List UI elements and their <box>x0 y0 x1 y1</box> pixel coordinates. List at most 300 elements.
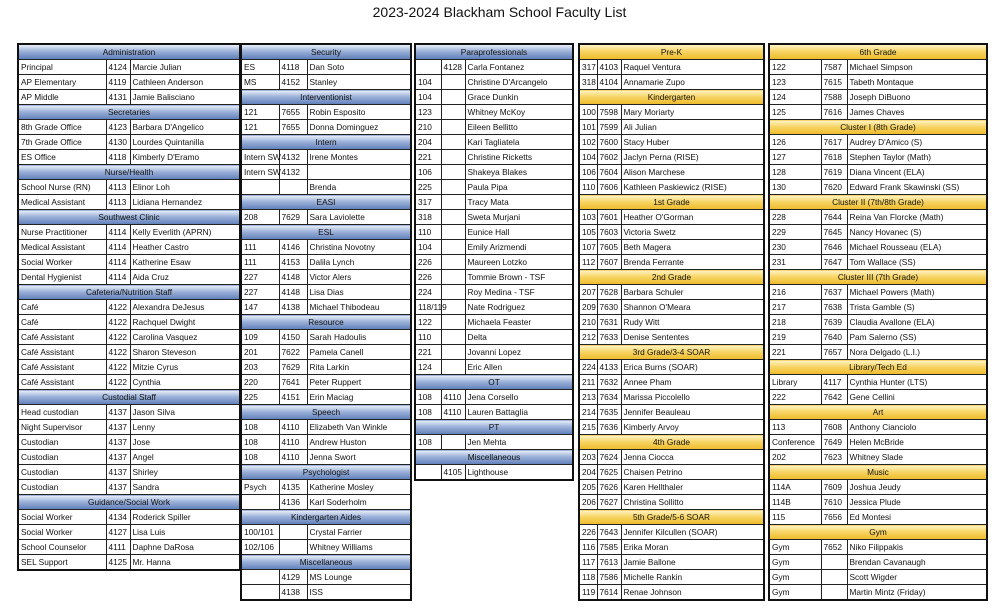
staff-row <box>579 420 764 435</box>
extension-cell: 4122 <box>106 375 130 390</box>
staff-name-cell: Lourdes Quintanilla <box>130 135 240 150</box>
staff-row <box>18 525 240 540</box>
room-or-role-cell: Custodian <box>18 435 106 450</box>
extension-cell: 4110 <box>279 420 307 435</box>
room-or-role-cell: Gym <box>769 570 821 585</box>
extension-cell: 7588 <box>821 90 847 105</box>
staff-row <box>769 375 987 390</box>
staff-row <box>579 555 764 570</box>
room-or-role-cell: 215 <box>579 420 597 435</box>
room-or-role-cell: Psych <box>241 480 279 495</box>
extension-cell: 7608 <box>821 420 847 435</box>
column-middle-grades <box>768 43 986 601</box>
extension-cell: 4132 <box>279 165 307 180</box>
staff-row <box>18 150 240 165</box>
staff-name-cell: Sharon Steveson <box>130 345 240 360</box>
section-header: Library/Tech Ed <box>769 360 987 375</box>
staff-name-cell: Shirley <box>130 465 240 480</box>
staff-name-cell: Jaclyn Perna (RISE) <box>621 150 764 165</box>
extension-cell <box>441 225 465 240</box>
section-header: Southwest Clinic <box>18 210 240 225</box>
room-or-role-cell: Café Assistant <box>18 330 106 345</box>
room-or-role-cell: 110 <box>415 225 441 240</box>
room-or-role-cell: 228 <box>769 210 821 225</box>
extension-cell: 4129 <box>279 570 307 585</box>
extension-cell: 4146 <box>279 240 307 255</box>
room-or-role-cell: 210 <box>579 315 597 330</box>
staff-name-cell: Jamie Ballone <box>621 555 764 570</box>
room-or-role-cell: ES Office <box>18 150 106 165</box>
section-header: 4th Grade <box>579 435 764 450</box>
extension-cell: 7629 <box>279 360 307 375</box>
staff-name-cell: Daphne DaRosa <box>130 540 240 555</box>
extension-cell: 7603 <box>597 225 621 240</box>
staff-name-cell: Emily Arizmendi <box>465 240 573 255</box>
staff-row <box>18 405 240 420</box>
room-or-role-cell: 124 <box>769 90 821 105</box>
section-header-row <box>18 105 240 120</box>
extension-cell <box>441 315 465 330</box>
room-or-role-cell: Intern SW <box>241 165 279 180</box>
staff-name-cell: Michael Simpson <box>847 60 987 75</box>
extension-cell: 7630 <box>597 300 621 315</box>
extension-cell: 4118 <box>279 60 307 75</box>
staff-name-cell: Kari Tagliatela <box>465 135 573 150</box>
staff-name-cell: Mr. Hanna <box>130 555 240 571</box>
staff-name-cell: Elinor Loh <box>130 180 240 195</box>
section-header-row <box>415 450 573 465</box>
staff-row <box>579 240 764 255</box>
staff-name-cell: Jena Corsello <box>465 390 573 405</box>
extension-cell: 7604 <box>597 165 621 180</box>
room-or-role-cell: 110 <box>415 330 441 345</box>
extension-cell: 4114 <box>106 240 130 255</box>
extension-cell: 7641 <box>279 375 307 390</box>
column-administration <box>17 43 239 571</box>
extension-cell: 4137 <box>106 435 130 450</box>
extension-cell: 4122 <box>106 330 130 345</box>
staff-name-cell: Victoria Swetz <box>621 225 764 240</box>
room-or-role-cell: 214 <box>579 405 597 420</box>
room-or-role-cell: Café <box>18 315 106 330</box>
room-or-role-cell: 104 <box>415 75 441 90</box>
staff-name-cell: Cynthia <box>130 375 240 390</box>
section-header-row <box>241 315 411 330</box>
staff-row <box>579 585 764 601</box>
room-or-role-cell <box>241 570 279 585</box>
extension-cell: 4138 <box>279 300 307 315</box>
staff-row <box>769 450 987 465</box>
staff-row <box>241 270 411 285</box>
staff-name-cell: Roy Medina - TSF <box>465 285 573 300</box>
staff-name-cell: Tracy Mata <box>465 195 573 210</box>
room-or-role-cell: 113 <box>769 420 821 435</box>
room-or-role-cell: Night Supervisor <box>18 420 106 435</box>
staff-name-cell: Andrew Huston <box>307 435 411 450</box>
section-header-row <box>241 405 411 420</box>
staff-name-cell: Ali Julian <box>621 120 764 135</box>
room-or-role-cell: 7th Grade Office <box>18 135 106 150</box>
staff-name-cell: Kelly Everlith (APRN) <box>130 225 240 240</box>
staff-name-cell: Cynthia Hunter (LTS) <box>847 375 987 390</box>
extension-cell: 7647 <box>821 255 847 270</box>
staff-row <box>18 450 240 465</box>
staff-name-cell: Sarah Hadoulis <box>307 330 411 345</box>
room-or-role-cell: 8th Grade Office <box>18 120 106 135</box>
staff-row <box>18 330 240 345</box>
room-or-role-cell: 110 <box>579 180 597 195</box>
staff-name-cell: Jason Silva <box>130 405 240 420</box>
staff-row <box>415 225 573 240</box>
extension-cell: 4105 <box>441 465 465 481</box>
staff-row <box>415 105 573 120</box>
extension-cell <box>279 540 307 555</box>
room-or-role-cell: 130 <box>769 180 821 195</box>
room-or-role-cell <box>241 585 279 601</box>
section-header-row <box>241 225 411 240</box>
staff-name-cell: Jen Mehta <box>465 435 573 450</box>
extension-cell: 4152 <box>279 75 307 90</box>
staff-name-cell: Scott Wigder <box>847 570 987 585</box>
room-or-role-cell: 221 <box>415 150 441 165</box>
staff-name-cell: Mary Moriarty <box>621 105 764 120</box>
extension-cell: 7655 <box>279 105 307 120</box>
room-or-role-cell: 204 <box>415 135 441 150</box>
room-or-role-cell: 101 <box>579 120 597 135</box>
staff-name-cell: ISS <box>307 585 411 601</box>
extension-cell: 7615 <box>821 75 847 90</box>
extension-cell: 7624 <box>597 450 621 465</box>
room-or-role-cell: 203 <box>241 360 279 375</box>
staff-name-cell: Maureen Lotzko <box>465 255 573 270</box>
section-header: Administration <box>18 44 240 60</box>
extension-cell: 7599 <box>597 120 621 135</box>
extension-cell: 7613 <box>597 555 621 570</box>
staff-row <box>769 420 987 435</box>
room-or-role-cell: 207 <box>579 285 597 300</box>
extension-cell: 7637 <box>821 285 847 300</box>
room-or-role-cell: Library <box>769 375 821 390</box>
staff-row <box>18 60 240 75</box>
extension-cell <box>821 570 847 585</box>
staff-row <box>415 405 573 420</box>
staff-name-cell: Roderick Spiller <box>130 510 240 525</box>
room-or-role-cell: 147 <box>241 300 279 315</box>
staff-row <box>241 120 411 135</box>
staff-row <box>769 345 987 360</box>
staff-name-cell: Carolina Vasquez <box>130 330 240 345</box>
extension-cell: 7646 <box>821 240 847 255</box>
staff-name-cell: Stanley <box>307 75 411 90</box>
staff-name-cell: Trista Gamble (S) <box>847 300 987 315</box>
section-header: Music <box>769 465 987 480</box>
column-elementary-grades <box>578 43 763 601</box>
extension-cell: 4127 <box>106 525 130 540</box>
section-header: Kindergarten Aides <box>241 510 411 525</box>
staff-row <box>769 165 987 180</box>
section-header-row <box>241 465 411 480</box>
room-or-role-cell: 121 <box>241 120 279 135</box>
staff-name-cell: Pamela Canell <box>307 345 411 360</box>
extension-cell: 4151 <box>279 390 307 405</box>
room-or-role-cell: 100 <box>579 105 597 120</box>
staff-name-cell: Katherine Esaw <box>130 255 240 270</box>
staff-name-cell: Nora Delgado (L.I.) <box>847 345 987 360</box>
staff-row <box>241 105 411 120</box>
staff-row <box>241 180 411 195</box>
staff-row <box>241 390 411 405</box>
room-or-role-cell: 104 <box>415 90 441 105</box>
staff-name-cell: Lidiana Hernandez <box>130 195 240 210</box>
room-or-role-cell: 106 <box>579 165 597 180</box>
extension-cell: 7623 <box>821 450 847 465</box>
room-or-role-cell: 219 <box>769 330 821 345</box>
section-header: Intern <box>241 135 411 150</box>
staff-row <box>415 255 573 270</box>
staff-row <box>579 465 764 480</box>
staff-name-cell: Christina Sollitto <box>621 495 764 510</box>
extension-cell: 7652 <box>821 540 847 555</box>
extension-cell: 4148 <box>279 285 307 300</box>
room-or-role-cell: AP Elementary <box>18 75 106 90</box>
extension-cell: 7635 <box>597 405 621 420</box>
room-or-role-cell: 111 <box>241 255 279 270</box>
staff-row <box>579 255 764 270</box>
section-header-row <box>769 360 987 375</box>
room-or-role-cell: 102 <box>579 135 597 150</box>
extension-cell: 7639 <box>821 315 847 330</box>
extension-cell <box>441 75 465 90</box>
staff-name-cell: Heather Castro <box>130 240 240 255</box>
extension-cell: 4111 <box>106 540 130 555</box>
extension-cell: 7600 <box>597 135 621 150</box>
section-header-row <box>18 285 240 300</box>
room-or-role-cell: Café <box>18 300 106 315</box>
section-header-row <box>769 525 987 540</box>
extension-cell: 7643 <box>597 525 621 540</box>
room-or-role-cell: 213 <box>579 390 597 405</box>
extension-cell: 7619 <box>821 165 847 180</box>
staff-row <box>241 375 411 390</box>
extension-cell: 4135 <box>279 480 307 495</box>
staff-name-cell: Carla Fontanez <box>465 60 573 75</box>
extension-cell: 4117 <box>821 375 847 390</box>
staff-name-cell: Cathleen Anderson <box>130 75 240 90</box>
staff-name-cell: Kathleen Paskiewicz (RISE) <box>621 180 764 195</box>
staff-name-cell: Rachquel Dwight <box>130 315 240 330</box>
room-or-role-cell: 119 <box>579 585 597 601</box>
extension-cell <box>441 105 465 120</box>
extension-cell: 4150 <box>279 330 307 345</box>
staff-name-cell: Whitney Slade <box>847 450 987 465</box>
extension-cell <box>441 345 465 360</box>
room-or-role-cell: 206 <box>579 495 597 510</box>
section-header: ESL <box>241 225 411 240</box>
staff-row <box>769 300 987 315</box>
extension-cell: 4110 <box>279 435 307 450</box>
staff-name-cell: Marcie Julian <box>130 60 240 75</box>
staff-name-cell: Crystal Farrier <box>307 525 411 540</box>
staff-name-cell: Stephen Taylor (Math) <box>847 150 987 165</box>
section-header: 1st Grade <box>579 195 764 210</box>
staff-row <box>18 375 240 390</box>
room-or-role-cell: 104 <box>579 150 597 165</box>
staff-name-cell: Erin Maciag <box>307 390 411 405</box>
extension-cell: 4113 <box>106 180 130 195</box>
staff-name-cell: Eunice Hall <box>465 225 573 240</box>
staff-row <box>769 315 987 330</box>
staff-row <box>18 420 240 435</box>
staff-name-cell: Lisa Dias <box>307 285 411 300</box>
room-or-role-cell <box>241 495 279 510</box>
section-header: Interventionist <box>241 90 411 105</box>
extension-cell: 4137 <box>106 405 130 420</box>
staff-name-cell: Whitney McKoy <box>465 105 573 120</box>
section-header-row <box>769 405 987 420</box>
extension-cell: 7625 <box>597 465 621 480</box>
extension-cell: 4110 <box>441 405 465 420</box>
staff-row <box>415 360 573 375</box>
room-or-role-cell: 117 <box>579 555 597 570</box>
staff-row <box>769 240 987 255</box>
room-or-role-cell: Social Worker <box>18 255 106 270</box>
staff-name-cell: Karen Hellthaler <box>621 480 764 495</box>
staff-name-cell: Anthony Cianciolo <box>847 420 987 435</box>
room-or-role-cell: SEL Support <box>18 555 106 571</box>
extension-cell <box>441 435 465 450</box>
staff-row <box>415 60 573 75</box>
staff-row <box>769 330 987 345</box>
section-header: Custodial Staff <box>18 390 240 405</box>
section-header: Guidance/Social Work <box>18 495 240 510</box>
extension-cell: 7601 <box>597 210 621 225</box>
extension-cell: 7609 <box>821 480 847 495</box>
section-header-row <box>241 135 411 150</box>
room-or-role-cell: 116 <box>579 540 597 555</box>
extension-cell: 7642 <box>821 390 847 405</box>
staff-name-cell: Tom Wallace (SS) <box>847 255 987 270</box>
staff-row <box>18 315 240 330</box>
section-header: 3rd Grade/3-4 SOAR <box>579 345 764 360</box>
staff-name-cell: Nate Rodriguez <box>465 300 573 315</box>
room-or-role-cell: Café Assistant <box>18 360 106 375</box>
staff-row <box>18 255 240 270</box>
extension-cell: 4122 <box>106 360 130 375</box>
staff-name-cell: Katherine Mosley <box>307 480 411 495</box>
staff-name-cell: Marissa Piccolello <box>621 390 764 405</box>
staff-name-cell: Annamarie Zupo <box>621 75 764 90</box>
section-header-row <box>579 345 764 360</box>
extension-cell: 7638 <box>821 300 847 315</box>
room-or-role-cell: 105 <box>579 225 597 240</box>
extension-cell: 7629 <box>279 210 307 225</box>
room-or-role-cell: 125 <box>769 105 821 120</box>
extension-cell: 7610 <box>821 495 847 510</box>
staff-row <box>415 165 573 180</box>
staff-row <box>769 570 987 585</box>
extension-cell: 7628 <box>597 285 621 300</box>
staff-row <box>18 75 240 90</box>
room-or-role-cell: 217 <box>769 300 821 315</box>
staff-name-cell: Annee Pham <box>621 375 764 390</box>
extension-cell: 4122 <box>106 300 130 315</box>
room-or-role-cell: 118/119 <box>415 300 441 315</box>
staff-row <box>241 240 411 255</box>
staff-name-cell: Kimberly Arvoy <box>621 420 764 435</box>
staff-row <box>769 495 987 510</box>
section-header-row <box>415 420 573 435</box>
section-header: Cluster I (8th Grade) <box>769 120 987 135</box>
staff-name-cell: Denise Sententes <box>621 330 764 345</box>
staff-name-cell: Angel <box>130 450 240 465</box>
staff-row <box>18 360 240 375</box>
staff-row <box>769 180 987 195</box>
staff-row <box>769 435 987 450</box>
staff-name-cell: Robin Esposito <box>307 105 411 120</box>
room-or-role-cell: 114A <box>769 480 821 495</box>
room-or-role-cell: 103 <box>579 210 597 225</box>
room-or-role-cell: 221 <box>415 345 441 360</box>
room-or-role-cell: 318 <box>579 75 597 90</box>
staff-row <box>415 120 573 135</box>
column-paraprofessionals <box>414 43 572 481</box>
section-header: 5th Grade/5-6 SOAR <box>579 510 764 525</box>
extension-cell: 4137 <box>106 450 130 465</box>
room-or-role-cell: 108 <box>241 420 279 435</box>
staff-row <box>769 210 987 225</box>
staff-row <box>241 210 411 225</box>
section-header: Miscellaneous <box>415 450 573 465</box>
extension-cell: 4110 <box>441 390 465 405</box>
staff-row <box>415 330 573 345</box>
extension-cell: 7614 <box>597 585 621 601</box>
staff-row <box>241 255 411 270</box>
staff-name-cell: Christine Ricketts <box>465 150 573 165</box>
staff-name-cell: Barbara D'Angelico <box>130 120 240 135</box>
staff-row <box>769 105 987 120</box>
extension-cell: 4124 <box>106 60 130 75</box>
section-header-row <box>769 44 987 60</box>
room-or-role-cell: 210 <box>415 120 441 135</box>
room-or-role-cell: 122 <box>415 315 441 330</box>
extension-cell: 7620 <box>821 180 847 195</box>
staff-row <box>579 165 764 180</box>
room-or-role-cell: Social Worker <box>18 525 106 540</box>
staff-name-cell: Dan Soto <box>307 60 411 75</box>
staff-row <box>769 135 987 150</box>
staff-row <box>241 495 411 510</box>
faculty-table <box>240 43 412 601</box>
extension-cell <box>441 165 465 180</box>
staff-name-cell: Eric Allen <box>465 360 573 375</box>
extension-cell: 7636 <box>597 420 621 435</box>
extension-cell: 4113 <box>106 195 130 210</box>
extension-cell: 7631 <box>597 315 621 330</box>
staff-row <box>769 480 987 495</box>
staff-row <box>769 510 987 525</box>
staff-row <box>579 360 764 375</box>
staff-row <box>18 180 240 195</box>
room-or-role-cell: 317 <box>415 195 441 210</box>
staff-row <box>18 465 240 480</box>
staff-name-cell: Jenna Ciocca <box>621 450 764 465</box>
extension-cell: 7632 <box>597 375 621 390</box>
staff-name-cell: Dalila Lynch <box>307 255 411 270</box>
extension-cell: 4128 <box>441 60 465 75</box>
staff-name-cell: Irene Montes <box>307 150 411 165</box>
staff-row <box>241 285 411 300</box>
extension-cell <box>279 180 307 195</box>
